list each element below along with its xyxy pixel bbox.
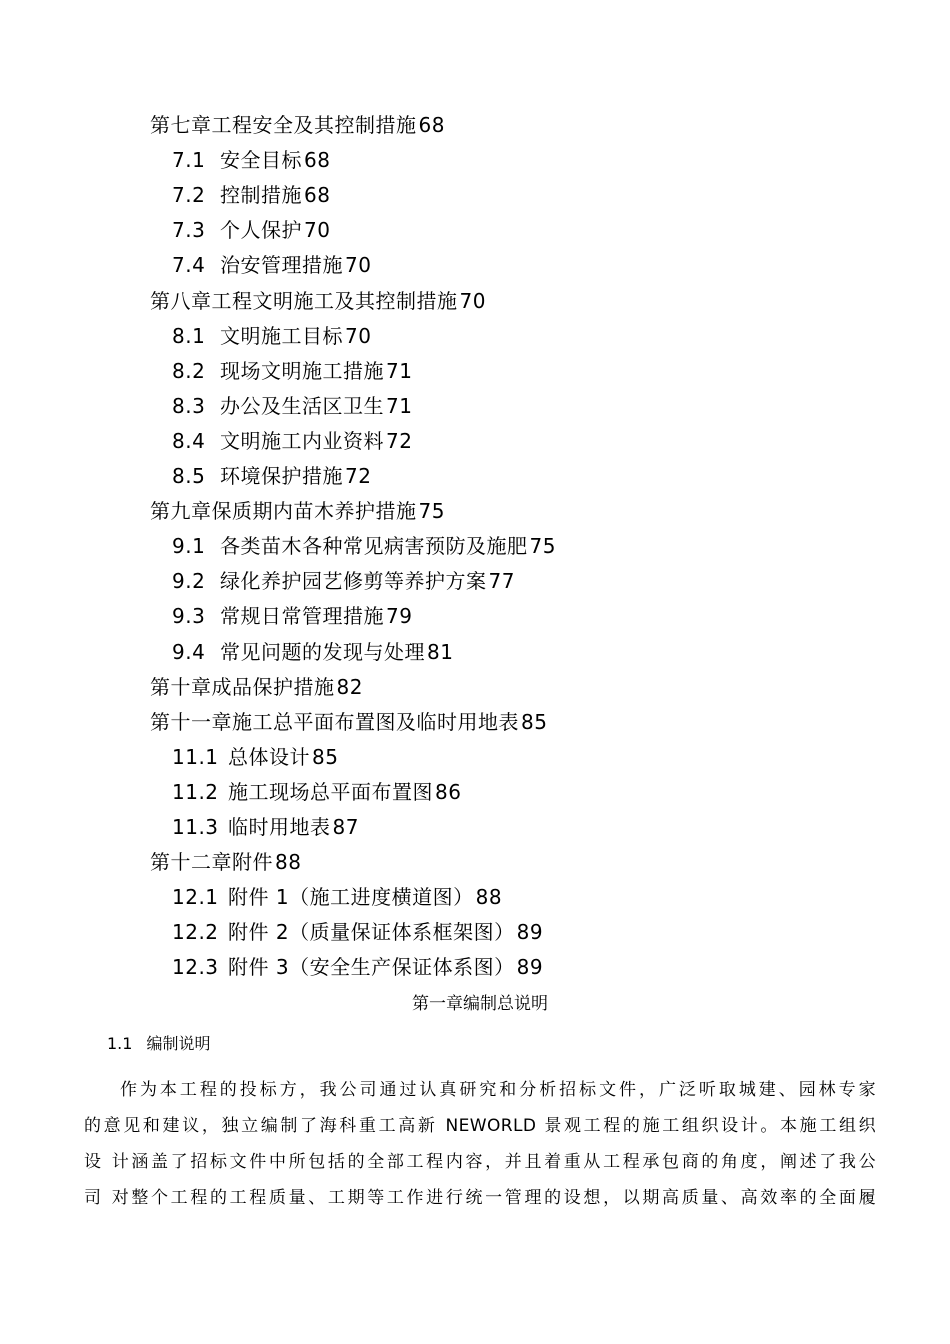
toc-entry-number: 7.4 xyxy=(172,253,206,277)
toc-entry-page-number: 71 xyxy=(386,359,413,383)
toc-entry-title: 常规日常管理措施 xyxy=(220,604,384,628)
toc-entry-page-number: 87 xyxy=(332,815,359,839)
toc-entry-title: 第十章成品保护措施 xyxy=(150,675,335,699)
toc-entry-number: 11.3 xyxy=(172,815,219,839)
toc-entry-title: 个人保护 xyxy=(220,218,302,242)
paragraph-line: 司 对整个工程的工程质量、工期等工作进行统一管理的设想，以期高质量、高效率的全面履 xyxy=(84,1188,876,1208)
toc-section-entry xyxy=(172,427,412,455)
toc-entry-page-number: 68 xyxy=(418,113,445,137)
toc-entry-page-number: 70 xyxy=(304,218,331,242)
toc-section-entry xyxy=(172,216,330,244)
toc-entry-number: 9.2 xyxy=(172,569,206,593)
toc-entry-number: 12.3 xyxy=(172,955,219,979)
toc-entry-page-number: 88 xyxy=(275,850,302,874)
toc-section-entry xyxy=(172,532,556,560)
toc-entry-title: 附件 1（施工进度横道图） xyxy=(228,885,474,909)
toc-chapter-entry xyxy=(150,848,301,876)
section-heading-number: 1.1 xyxy=(107,1034,133,1053)
toc-entry-page-number: 81 xyxy=(427,640,454,664)
toc-entry-title: 临时用地表 xyxy=(228,815,331,839)
toc-section-entry xyxy=(172,567,515,595)
toc-entry-number: 7.2 xyxy=(172,183,206,207)
toc-entry-title: 环境保护措施 xyxy=(220,464,343,488)
toc-entry-title: 绿化养护园艺修剪等养护方案 xyxy=(220,569,487,593)
toc-section-entry xyxy=(172,322,371,350)
toc-entry-number: 7.3 xyxy=(172,218,206,242)
toc-entry-title: 附件 2（质量保证体系框架图） xyxy=(228,920,515,944)
toc-entry-number: 9.3 xyxy=(172,604,206,628)
toc-entry-number: 9.4 xyxy=(172,640,206,664)
toc-entry-title: 各类苗木各种常见病害预防及施肥 xyxy=(220,534,528,558)
toc-entry-title: 文明施工内业资料 xyxy=(220,429,384,453)
toc-section-entry xyxy=(172,357,412,385)
toc-section-entry xyxy=(172,953,543,981)
section-heading xyxy=(107,1033,210,1055)
toc-section-entry xyxy=(172,181,330,209)
toc-chapter-entry xyxy=(150,673,363,701)
toc-entry-number: 8.5 xyxy=(172,464,206,488)
toc-chapter-entry xyxy=(150,287,486,315)
toc-section-entry xyxy=(172,813,359,841)
toc-entry-title: 第十一章施工总平面布置图及临时用地表 xyxy=(150,710,519,734)
toc-entry-title: 第七章工程安全及其控制措施 xyxy=(150,113,417,137)
toc-entry-page-number: 70 xyxy=(345,324,372,348)
toc-entry-title: 文明施工目标 xyxy=(220,324,343,348)
toc-entry-page-number: 71 xyxy=(386,394,413,418)
toc-entry-page-number: 72 xyxy=(345,464,372,488)
toc-entry-page-number: 85 xyxy=(312,745,339,769)
toc-section-entry xyxy=(172,883,502,911)
toc-entry-page-number: 82 xyxy=(336,675,363,699)
section-heading-title: 编制说明 xyxy=(146,1034,211,1053)
toc-entry-page-number: 86 xyxy=(435,780,462,804)
toc-entry-title: 安全目标 xyxy=(220,148,302,172)
paragraph-line: 设 计涵盖了招标文件中所包括的全部工程内容，并且着重从工程承包商的角度，阐述了我公 xyxy=(84,1152,876,1172)
toc-entry-number: 11.2 xyxy=(172,780,219,804)
toc-entry-title: 现场文明施工措施 xyxy=(220,359,384,383)
toc-entry-title: 控制措施 xyxy=(220,183,302,207)
toc-entry-number: 8.2 xyxy=(172,359,206,383)
toc-chapter-entry xyxy=(150,708,547,736)
toc-entry-title: 治安管理措施 xyxy=(220,253,343,277)
toc-entry-title: 办公及生活区卫生 xyxy=(220,394,384,418)
toc-entry-page-number: 88 xyxy=(475,885,503,909)
toc-entry-number: 12.1 xyxy=(172,885,219,909)
toc-entry-title: 第八章工程文明施工及其控制措施 xyxy=(150,289,458,313)
toc-entry-page-number: 77 xyxy=(488,569,515,593)
toc-entry-title: 总体设计 xyxy=(228,745,310,769)
toc-section-entry xyxy=(172,392,412,420)
toc-entry-title: 第九章保质期内苗木养护措施 xyxy=(150,499,417,523)
toc-entry-page-number: 75 xyxy=(529,534,556,558)
toc-chapter-entry xyxy=(150,497,445,525)
toc-entry-number: 9.1 xyxy=(172,534,206,558)
toc-entry-number: 11.1 xyxy=(172,745,219,769)
paragraph-line: 的意见和建议，独立编制了海科重工高新 NEWORLD 景观工程的施工组织设计。本施工组织 xyxy=(84,1116,876,1136)
toc-entry-number: 8.4 xyxy=(172,429,206,453)
paragraph-line: 作为本工程的投标方，我公司通过认真研究和分析招标文件，广泛听取城建、园林专家 xyxy=(120,1080,876,1100)
toc-entry-number: 12.2 xyxy=(172,920,219,944)
chapter-heading: 第一章编制总说明 xyxy=(412,994,548,1014)
toc-entry-page-number: 68 xyxy=(304,148,331,172)
toc-section-entry xyxy=(172,638,453,666)
body-paragraph xyxy=(84,1072,876,1216)
toc-section-entry xyxy=(172,918,543,946)
toc-entry-page-number: 89 xyxy=(516,955,544,979)
toc-entry-page-number: 89 xyxy=(516,920,544,944)
toc-entry-page-number: 72 xyxy=(386,429,413,453)
toc-section-entry xyxy=(172,251,371,279)
toc-entry-page-number: 85 xyxy=(521,710,548,734)
toc-chapter-entry xyxy=(150,111,445,139)
toc-section-entry xyxy=(172,462,371,490)
toc-entry-page-number: 75 xyxy=(418,499,445,523)
toc-entry-number: 7.1 xyxy=(172,148,206,172)
toc-section-entry xyxy=(172,743,338,771)
toc-entry-page-number: 68 xyxy=(304,183,331,207)
toc-entry-page-number: 70 xyxy=(345,253,372,277)
toc-entry-page-number: 70 xyxy=(459,289,486,313)
toc-section-entry xyxy=(172,778,461,806)
toc-section-entry xyxy=(172,146,330,174)
toc-entry-number: 8.1 xyxy=(172,324,206,348)
toc-section-entry xyxy=(172,602,412,630)
toc-entry-title: 施工现场总平面布置图 xyxy=(228,780,433,804)
toc-entry-title: 常见问题的发现与处理 xyxy=(220,640,425,664)
toc-entry-number: 8.3 xyxy=(172,394,206,418)
toc-entry-page-number: 79 xyxy=(386,604,413,628)
toc-entry-title: 第十二章附件 xyxy=(150,850,273,874)
toc-entry-title: 附件 3（安全生产保证体系图） xyxy=(228,955,515,979)
